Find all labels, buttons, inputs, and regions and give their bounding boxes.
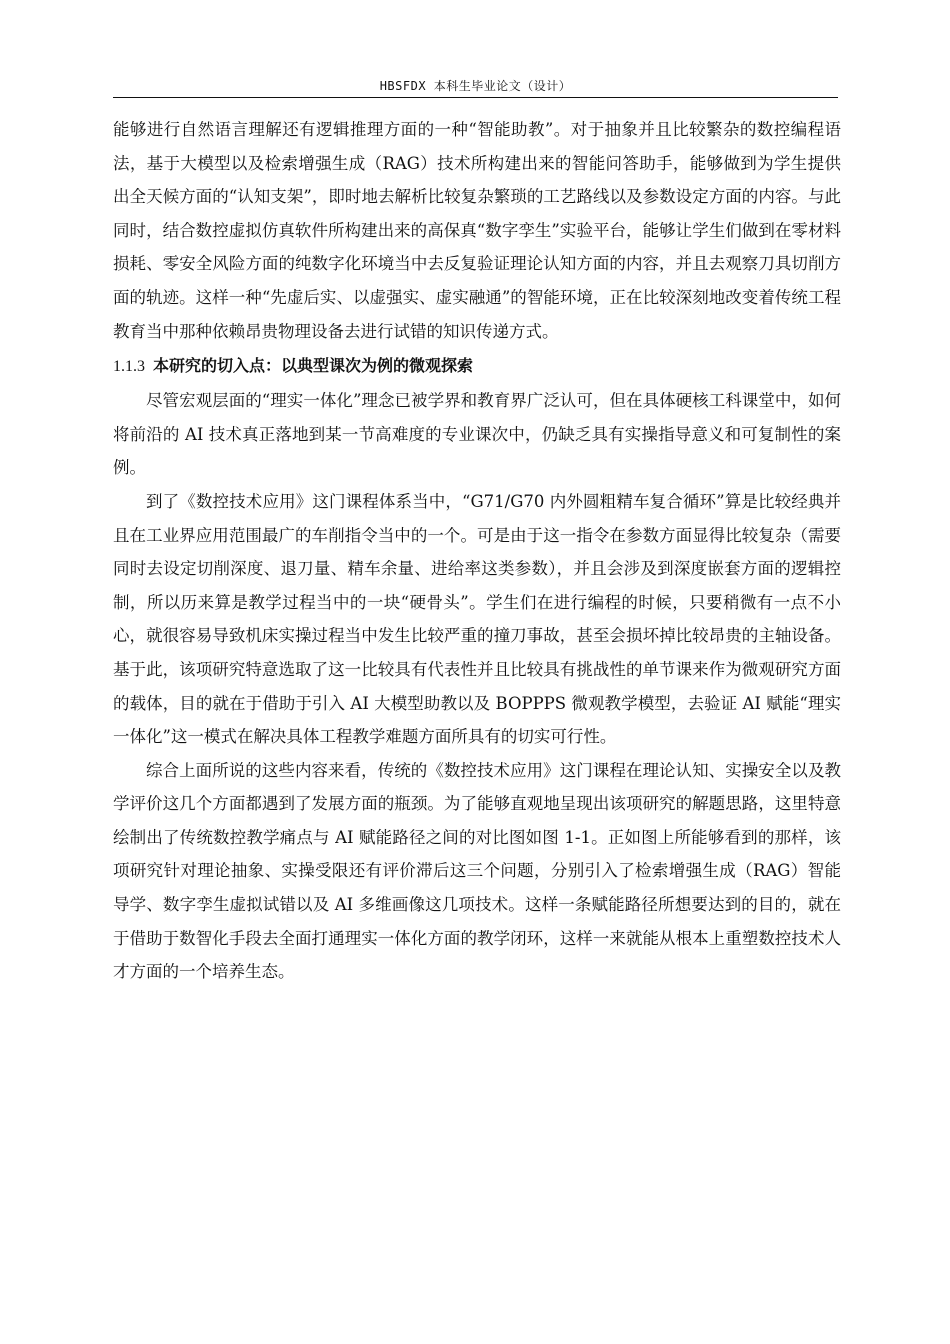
paragraph: 到了《数控技术应用》这门课程体系当中，“G71/G70 内外圆粗精车复合循环”算是比较经典并且在工业界应用范围最广的车削指令当中的一个。可是由于这一指令在参数方面显得比较复杂（需要同时去设定切削深度、退刀量、精车余量、进给率这类参数），并且会涉及到深度嵌套方面的逻辑控制，所以历来算是教学过程当中的一块“硬骨头”。学生们在进行编程的时候，只要稍微有一点不小心，就很容易导致机床实操过程当中发生比较严重的撞刀事故，甚至会损坏掉比较昂贵的主轴设备。基于此，该项研究特意选取了这一比较具有代表性并且比较具有挑战性的单节课来作为微观研究方面的载体，目的就在于借助于引入 AI 大模型助教以及 BOPPPS 微观教学模型，去验证 AI 赋能“理实一体化”这一模式在解决具体工程教学难题方面所具有的切实可行性。 bbox=[113, 491, 841, 747]
paragraph-continuation: 能够进行自然语言理解还有逻辑推理方面的一种“智能助教”。对于抽象并且比较繁杂的数控编程语法，基于大模型以及检索增强生成（RAG）技术所构建出来的智能问答助手，能够做到为学生提供出全天候方面的“认知支架”，即时地去解析比较复杂繁琐的工艺路线以及参数设定方面的内容。与此同时，结合数控虚拟仿真软件所构建出来的高保真“数字孪生”实验平台，能够让学生们做到在零材料损耗、零安全风险方面的纯数字化环境当中去反复验证理论认知方面的内容，并且去观察刀具切削方面的轨迹。这样一种“先虚后实、以虚强实、虚实融通”的智能环境，正在比较深刻地改变着传统工程教育当中那种依赖昂贵物理设备去进行试错的知识传递方式。 bbox=[113, 120, 841, 341]
paragraph: 尽管宏观层面的“理实一体化”理念已被学界和教育界广泛认可，但在具体硬核工科课堂中，如何将前沿的 AI 技术真正落地到某一节高难度的专业课次中，仍缺乏具有实操指导意义和可复制性的案例。 bbox=[113, 391, 841, 478]
header-rule bbox=[113, 97, 838, 98]
body-text bbox=[113, 113, 841, 989]
section-number: 1.1.3 bbox=[113, 358, 145, 376]
running-header: HBSFDX 本科生毕业论文（设计） bbox=[379, 79, 572, 93]
paragraph: 综合上面所说的这些内容来看，传统的《数控技术应用》这门课程在理论认知、实操安全以及教学评价这几个方面都遇到了发展方面的瓶颈。为了能够直观地呈现出该项研究的解题思路，这里特意绘制出了传统数控教学痛点与 AI 赋能路径之间的对比图如图 1-1。正如图上所能够看到的那样，该项研究针对理论抽象、实操受限还有评价滞后这三个问题，分别引入了检索增强生成（RAG）智能导学、数字孪生虚拟试错以及 AI 多维画像这几项技术。这样一条赋能路径所想要达到的目的，就在于借助于数智化手段去全面打通理实一体化方面的教学闭环，这样一来就能从根本上重塑数控技术人才方面的一个培养生态。 bbox=[113, 760, 841, 982]
section-heading bbox=[113, 348, 841, 384]
section-title: 本研究的切入点：以典型课次为例的微观探索 bbox=[153, 356, 474, 376]
